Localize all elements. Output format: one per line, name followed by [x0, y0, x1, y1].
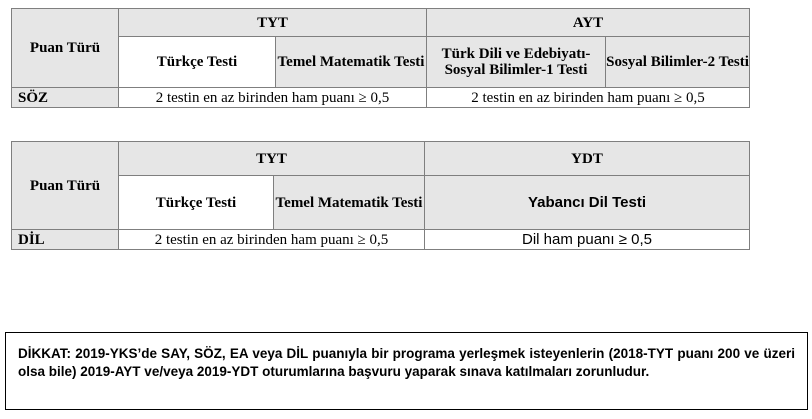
temel-matematik-header: Temel Matematik Testi [276, 37, 427, 88]
tde-sosyal-1-header: Türk Dili ve Edebiyatı-Sosyal Bilimler-1 Testi [427, 37, 606, 88]
dil-ydt-condition: Dil ham puanı ≥ 0,5 [425, 230, 750, 250]
turkce-testi-header: Türkçe Testi [119, 176, 274, 230]
tyt-group-header: TYT [119, 142, 425, 176]
soz-threshold-table [11, 8, 750, 108]
dikkat-notice-text: DİKKAT: 2019-YKS’de SAY, SÖZ, EA veya DİL puanıyla bir programa yerleşmek isteyenlerin (2018-TYT puanı 200 ve üzeri olsa bile) 2019-AYT ve/veya 2019-YDT oturumlarına başvuru yaparak sınava katılmaları zorunludur. [18, 346, 795, 379]
dil-threshold-table [11, 141, 750, 250]
soz-tyt-condition: 2 testin en az birinden ham puanı ≥ 0,5 [119, 88, 427, 108]
puan-turu-header: Puan Türü [12, 142, 119, 230]
puan-turu-header: Puan Türü [12, 9, 119, 88]
turkce-testi-header: Türkçe Testi [119, 37, 276, 88]
soz-ayt-condition: 2 testin en az birinden ham puanı ≥ 0,5 [427, 88, 750, 108]
sosyal-2-header: Sosyal Bilimler-2 Testi [606, 37, 750, 88]
dil-tyt-condition: 2 testin en az birinden ham puanı ≥ 0,5 [119, 230, 425, 250]
dikkat-notice-box [5, 332, 808, 410]
ydt-group-header: YDT [425, 142, 750, 176]
dil-row-label: DİL [12, 230, 119, 250]
ayt-group-header: AYT [427, 9, 750, 37]
soz-row-label: SÖZ [12, 88, 119, 108]
yabanci-dil-header: Yabancı Dil Testi [425, 176, 750, 230]
tyt-group-header: TYT [119, 9, 427, 37]
temel-matematik-header: Temel Matematik Testi [274, 176, 425, 230]
